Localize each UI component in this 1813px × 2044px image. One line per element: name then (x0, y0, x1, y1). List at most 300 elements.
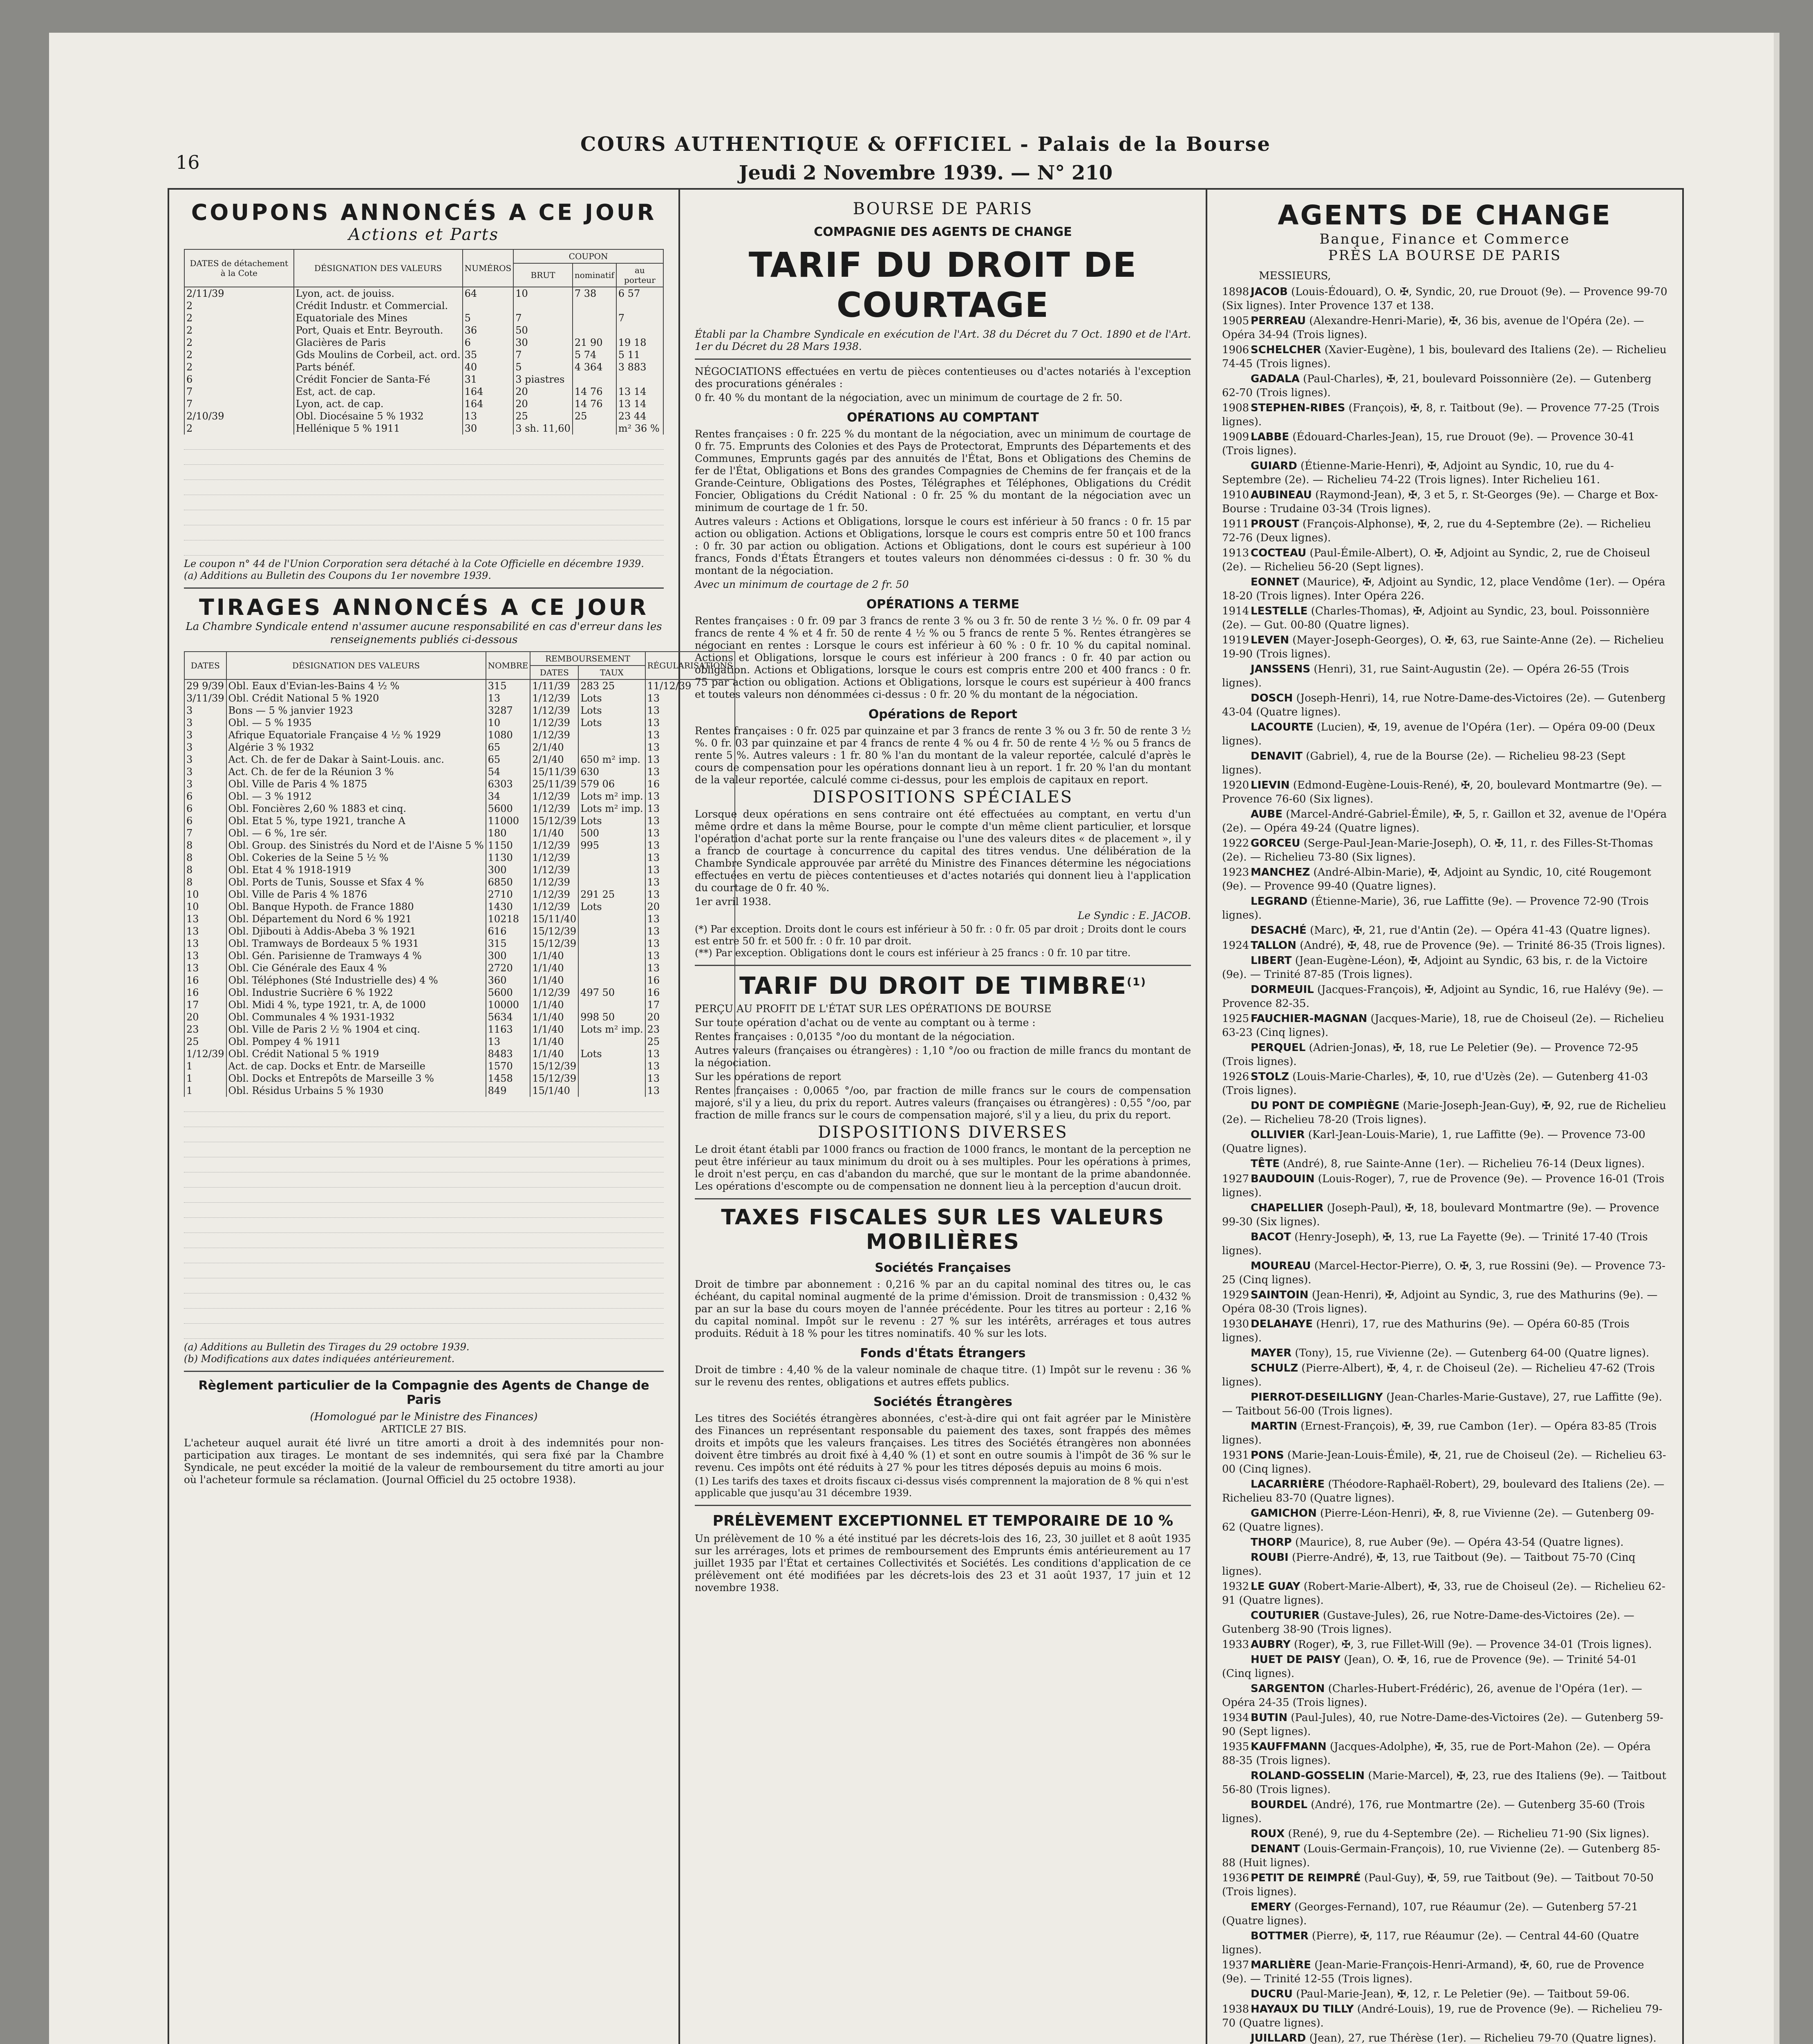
cell-g: 13 (645, 741, 735, 753)
page-number: 16 (176, 151, 200, 173)
agent-details: (Jean-Charles-Marie-Gustave), 27, rue Laffitte (9e). — Taitbout 56-00 (Trois lignes). (1222, 1391, 1662, 1417)
table-row (184, 974, 735, 986)
agent-year: 1938 (1222, 2003, 1249, 2015)
list-item (1222, 1390, 1668, 1418)
cell-d: 16 (184, 974, 226, 986)
agent-details: (Lucien), ✠, 19, avenue de l'Opéra (1er). — Opéra 09-00 (Deux lignes). (1222, 721, 1655, 747)
autres-valeurs-text: Autres valeurs : Actions et Obligations, lorsque le cours est inférieur à 50 francs : 0 fr. 15 par action ou obligation. Actions et Obligations, lorsque le cours est compris entre 50 et 100 francs : 0 fr. 30 par action ou obligation. Actions et Obligations, dont le cours est supérieur à 100 francs, Fonds d'États Étrangers et toutes valeurs non dénommées ci-dessus : 0 fr. 30 % du montant de la négociation. (695, 515, 1191, 576)
agents-title: AGENTS DE CHANGE (1278, 199, 1612, 231)
cell-n: 54 (486, 766, 530, 778)
agent-details: (Jean-Henri), ✠, Adjoint au Syndic, 3, rue des Mathurins (9e). — Opéra 08-30 (Trois lignes). (1222, 1289, 1658, 1315)
agent-details: (Mayer-Joseph-Georges), O. ✠, 63, rue Sainte-Anne (2e). — Richelieu 19-90 (Trois lignes). (1222, 634, 1664, 660)
agent-year: 1905 (1222, 315, 1249, 327)
cell-nom (573, 300, 616, 312)
list-item (1222, 1711, 1668, 1739)
cell-name: Crédit Foncier de Santa-Fé (294, 373, 463, 385)
table-row (184, 962, 735, 974)
coupons-subtitle: Actions et Parts (348, 225, 499, 244)
cell-nom: 14 76 (573, 385, 616, 398)
agent-details: (Pierre-André), ✠, 13, rue Taitbout (9e). — Taitbout 75-70 (Cinq lignes). (1222, 1551, 1636, 1578)
cell-d: 3 (184, 729, 226, 741)
agent-details: (Marie-Joseph-Jean-Guy), ✠, 92, rue de Richelieu (2e). — Richelieu 78-20 (Trois lignes). (1222, 1100, 1666, 1126)
agent-year: 1908 (1222, 402, 1249, 414)
cell-port: 13 14 (616, 385, 663, 398)
cell-nom (573, 422, 616, 435)
agent-details: (Pierre), ✠, 117, rue Réaumur (2e). — Central 44-60 (Quatre lignes). (1222, 1930, 1639, 1956)
timbre-title-text: TARIF DU DROIT DE TIMBRE (739, 972, 1127, 1000)
cell-num: 31 (463, 373, 514, 385)
agent-details: (Karl-Jean-Louis-Marie), 1, rue Laffitte (9e). — Provence 73-00 (Quatre lignes). (1222, 1129, 1645, 1155)
agent-details: (Louis-Marie-Charles), ✠, 10, rue d'Uzès (2e). — Gutenberg 41-03 (Trois lignes). (1222, 1071, 1648, 1097)
cell-g: 13 (645, 790, 735, 802)
cell-g: 13 (645, 839, 735, 852)
cell-d: 13 (184, 925, 226, 937)
agent-details: (Pierre-Léon-Henri), ✠, 8, rue Vivienne (2e). — Gutenberg 09-62 (Quatre lignes). (1222, 1507, 1654, 1533)
cell-v: Obl. Etat 5 %, type 1921, tranche A (226, 815, 486, 827)
cell-n: 8483 (486, 1048, 530, 1060)
cell-t (578, 999, 645, 1011)
cell-r: 2/1/40 (530, 741, 578, 753)
table-row (184, 324, 663, 336)
cell-v: Obl. Group. des Sinistrés du Nord et de l'Aisne 5 % (226, 839, 486, 852)
cell-t: 291 25 (578, 888, 645, 901)
courtage-etabli: Établi par la Chambre Syndicale en exécution de l'Art. 38 du Décret du 7 Oct. 1890 et de l'Art. 1er du Décret du 28 Mars 1938. (695, 328, 1191, 352)
column-tarifs (680, 190, 1207, 2044)
list-item (1222, 1419, 1668, 1447)
cell-n: 1163 (486, 1023, 530, 1035)
agent-year: 1910 (1222, 489, 1249, 501)
col-header-porteur: au porteur (616, 263, 663, 287)
cell-d: 1/12/39 (184, 1048, 226, 1060)
cell-g: 13 (645, 717, 735, 729)
cell-date: 2 (184, 349, 294, 361)
table-row (184, 410, 663, 422)
table-row (184, 766, 735, 778)
list-item (1222, 1842, 1668, 1870)
list-item (1222, 343, 1668, 371)
agent-details: (Xavier-Eugène), 1 bis, boulevard des Italiens (2e). — Richelieu 74-45 (Trois lignes). (1222, 344, 1667, 370)
cell-d: 3/11/39 (184, 692, 226, 704)
cell-name: Port, Quais et Entr. Beyrouth. (294, 324, 463, 336)
cell-d: 10 (184, 901, 226, 913)
cell-d: 6 (184, 802, 226, 815)
issue-date: Jeudi 2 Novembre 1939. — N° 210 (739, 161, 1113, 184)
agent-details: (Paul-Charles), ✠, 21, boulevard Poissonnière (2e). — Gutenberg 62-70 (Trois lignes). (1222, 373, 1652, 399)
cell-t: 995 (578, 839, 645, 852)
agents-list (1222, 285, 1668, 2044)
terme-title: OPÉRATIONS A TERME (866, 597, 1020, 612)
agent-name: MANCHEZ (1251, 866, 1310, 879)
cell-name: Lyon, act. de cap. (294, 398, 463, 410)
list-item (1222, 1201, 1668, 1229)
timbre-title (695, 972, 1191, 1000)
agent-name: BAUDOUIN (1251, 1173, 1315, 1185)
agent-details: (André), 8, rue Sainte-Anne (1er). — Richelieu 76-14 (Deux lignes). (1283, 1158, 1645, 1170)
cell-r: 1/12/39 (530, 901, 578, 913)
agent-details: (Paul-Émile-Albert), O. ✠, Adjoint au Syndic, 2, rue de Choiseul (2e). — Richelieu 56-20 (Sept lignes). (1222, 547, 1650, 573)
cell-g: 13 (645, 864, 735, 876)
cell-d: 13 (184, 962, 226, 974)
cell-g: 16 (645, 986, 735, 999)
table-row (184, 729, 735, 741)
agent-name: ROUX (1251, 1828, 1285, 1840)
cell-g: 23 (645, 1023, 735, 1035)
cell-g: 13 (645, 876, 735, 888)
agent-details: (Marcel-Hector-Pierre), O. ✠, 3, rue Rossini (9e). — Provence 73-25 (Cinq lignes). (1222, 1260, 1665, 1286)
agent-name: STEPHEN-RIBES (1251, 402, 1345, 414)
terme-text: Rentes françaises : 0 fr. 09 par 3 francs de rente 3 % ou 3 fr. 50 de rente 3 ½ %. 0 fr. 09 par 4 francs de rente 4 % et 4 fr. 50 de rente 4 ½ % ou 5 francs de rente 5 %. Rentes étrangères se négociant en rentes : Lorsque le cours est inférieur à 60 % : 0 fr. 10 % du capital nominal. Actions et Obligations, lorsque le cours est inférieur à 200 francs : 0 fr. 40 par action ou obligation. Actions et Obligations, lorsque le cours est compris entre 200 et 400 francs : 0 fr. 75 par action ou obligation. Actions et Obligations, lorsque le cours est supérieur à 400 francs et toutes valeurs non dénommées ci-dessus : 0 fr. 20 % du montant de la négociation. (695, 615, 1191, 700)
cell-d: 3 (184, 704, 226, 717)
cell-r: 15/12/39 (530, 925, 578, 937)
agent-details: (Jean), O. ✠, 16, rue de Provence (9e). — Trinité 54-01 (Cinq lignes). (1222, 1654, 1638, 1680)
list-item (1222, 691, 1668, 719)
agent-details: (Alexandre-Henri-Marie), ✠, 36 bis, avenue de l'Opéra (2e). — Opéra 34-94 (Trois lignes). (1222, 315, 1644, 341)
cell-g: 13 (645, 925, 735, 937)
agent-name: PERREAU (1251, 315, 1306, 327)
agent-name: COUTURIER (1251, 1609, 1320, 1622)
cell-r: 25/11/39 (530, 778, 578, 790)
cell-t: 630 (578, 766, 645, 778)
agent-name: AUBE (1251, 808, 1283, 820)
cell-d: 8 (184, 864, 226, 876)
table-row (184, 790, 735, 802)
col-header-brut: BRUT (513, 263, 573, 287)
cell-r: 15/1/40 (530, 1085, 578, 1097)
coupons-title: COUPONS ANNONCÉS A CE JOUR (191, 199, 657, 225)
agent-name: PERQUEL (1251, 1042, 1306, 1054)
cell-g: 11/12/39 (645, 679, 735, 692)
agent-details: (Marc), ✠, 21, rue d'Antin (2e). — Opéra 41-43 (Quatre lignes). (1310, 924, 1650, 937)
agent-name: LEVEN (1251, 634, 1289, 646)
cell-v: Act. Ch. de fer de la Réunion 3 % (226, 766, 486, 778)
prelevement-text: Un prélèvement de 10 % a été institué par les décrets-lois des 16, 23, 30 juillet et 8 août 1935 sur les arrérages, lots et primes de remboursement des Emprunts émis antérieurement au 17 juillet 1935 par l'État et certaines Collectivités et Sociétés. Les conditions d'application de ce prélèvement ont été modifiées par les décrets-lois des 23 et 31 août 1937, 17 juin et 12 novembre 1938. (695, 1533, 1191, 1594)
agent-year: 1934 (1222, 1712, 1249, 1724)
cell-d: 7 (184, 827, 226, 839)
agent-name: LIBERT (1251, 955, 1292, 967)
list-item (1222, 372, 1668, 400)
cell-d: 25 (184, 1035, 226, 1048)
col-header-designation: DÉSIGNATION DES VALEURS (294, 249, 463, 287)
cell-v: Obl. Etat 4 % 1918-1919 (226, 864, 486, 876)
cell-g: 13 (645, 815, 735, 827)
societes-francaises-title: Sociétés Françaises (875, 1261, 1011, 1275)
agent-name: OLLIVIER (1251, 1129, 1305, 1141)
reglement-text: L'acheteur auquel aurait été livré un titre amorti a droit à des indemnités pour non-participation aux tirages. Le montant de ses indemnités, qui sera fixé par la Chambre Syndicale, ne peut excéder la moitié de la valeur de remboursement du titre amorti au jour où l'acheteur formule sa réclamation. (Journal Officiel du 25 octobre 1938). (184, 1437, 664, 1486)
cell-t (578, 1035, 645, 1048)
cell-brut: 50 (513, 324, 573, 336)
cell-n: 11000 (486, 815, 530, 827)
agent-year: 1936 (1222, 1872, 1249, 1884)
cell-d: 17 (184, 999, 226, 1011)
agent-details: (Paul-Guy), ✠, 59, rue Taitbout (9e). — Taitbout 70-50 (Trois lignes). (1222, 1872, 1654, 1898)
cell-t (578, 950, 645, 962)
cell-t (578, 1060, 645, 1072)
cell-g: 16 (645, 778, 735, 790)
reglement-title: Règlement particulier de la Compagnie des Agents de Change de Paris (198, 1378, 649, 1407)
cell-num: 36 (463, 324, 514, 336)
list-item (1222, 1535, 1668, 1549)
agent-details: (Louis-Roger), 7, rue de Provence (9e). — Provence 16-01 (Trois lignes). (1222, 1173, 1665, 1199)
list-item (1222, 1798, 1668, 1826)
newspaper-sheet (49, 33, 1779, 2044)
cell-g: 13 (645, 802, 735, 815)
cell-v: Obl. Pompey 4 % 1911 (226, 1035, 486, 1048)
col-header-designation: DÉSIGNATION DES VALEURS (226, 652, 486, 679)
list-item (1222, 894, 1668, 922)
cell-date: 2 (184, 312, 294, 324)
list-item (1222, 1361, 1668, 1389)
cell-t (578, 962, 645, 974)
cell-d: 20 (184, 1011, 226, 1023)
list-item (1222, 2031, 1668, 2044)
taxes-title: TAXES FISCALES SUR LES VALEURS MOBILIÈRES (721, 1205, 1165, 1254)
cell-g: 13 (645, 753, 735, 766)
agent-name: BUTIN (1251, 1712, 1288, 1724)
cell-date: 2/10/39 (184, 410, 294, 422)
agent-details: (Roger), ✠, 3, rue Fillet-Will (9e). — Provence 34-01 (Trois lignes). (1294, 1638, 1652, 1651)
cell-n: 6303 (486, 778, 530, 790)
table-row (184, 385, 663, 398)
agent-name: ROUBI (1251, 1551, 1289, 1564)
table-row (184, 1072, 735, 1085)
cell-date: 7 (184, 385, 294, 398)
table-row (184, 778, 735, 790)
cell-brut: 3 piastres (513, 373, 573, 385)
tirages-subtitle: La Chambre Syndicale entend n'assumer aucune responsabilité en cas d'erreur dans les renseignements publiés ci-dessous (186, 621, 662, 646)
coupons-note-1: Le coupon n° 44 de l'Union Corporation sera détaché à la Cote Officielle en décembre 1939. (184, 558, 644, 569)
list-item (1222, 546, 1668, 574)
cell-n: 1150 (486, 839, 530, 852)
cell-v: Obl. Eaux d'Evian-les-Bains 4 ½ % (226, 679, 486, 692)
agent-name: LE GUAY (1251, 1580, 1300, 1593)
agent-details: (Pierre-Albert), ✠, 4, r. de Choiseul (2e). — Richelieu 47-62 (Trois lignes). (1222, 1362, 1655, 1388)
cell-n: 10000 (486, 999, 530, 1011)
cell-num: 5 (463, 312, 514, 324)
table-row (184, 692, 735, 704)
tirages-title: TIRAGES ANNONCÉS A CE JOUR (199, 594, 649, 620)
agent-name: DESACHÉ (1251, 924, 1307, 937)
table-row (184, 287, 663, 300)
cell-g: 13 (645, 1072, 735, 1085)
list-item (1222, 1551, 1668, 1578)
agent-name: LACARRIÈRE (1251, 1478, 1325, 1490)
cell-brut: 10 (513, 287, 573, 300)
cell-r: 1/1/40 (530, 1035, 578, 1048)
cell-d: 29 9/39 (184, 679, 226, 692)
agent-name: SCHELCHER (1251, 344, 1321, 356)
cell-r: 1/12/39 (530, 864, 578, 876)
comptant-title: OPÉRATIONS AU COMPTANT (847, 410, 1039, 425)
agent-name: EMERY (1251, 1901, 1291, 1913)
cell-brut: 3 sh. 11,60 (513, 422, 573, 435)
agent-name: DORMEUIL (1251, 984, 1314, 996)
agent-year: 1933 (1222, 1638, 1249, 1651)
coupons-note-2: (a) Additions au Bulletin des Coupons du 1er novembre 1939. (184, 570, 491, 581)
agent-details: (Marie-Jean-Louis-Émile), ✠, 21, rue de Choiseul (2e). — Richelieu 63-00 (Cinq lignes). (1222, 1449, 1666, 1475)
list-item (1222, 1929, 1668, 1957)
cell-t (578, 925, 645, 937)
list-item (1222, 1172, 1668, 1200)
cell-brut: 7 (513, 349, 573, 361)
courtage-footnote-1: (*) Par exception. Droits dont le cours est inférieur à 50 fr. : 0 fr. 05 par droit ; Droits dont le cours est entre 50 fr. et 500 fr. : 0 fr. 10 par droit. (695, 923, 1186, 947)
list-item (1222, 517, 1668, 545)
cell-date: 6 (184, 373, 294, 385)
cell-r: 2/1/40 (530, 753, 578, 766)
cell-r: 1/12/39 (530, 717, 578, 729)
table-row (184, 802, 735, 815)
dispositions-date: 1er avril 1938. (695, 896, 772, 908)
cell-v: Afrique Equatoriale Française 4 ½ % 1929 (226, 729, 486, 741)
cell-d: 3 (184, 753, 226, 766)
agent-year: 1931 (1222, 1449, 1249, 1461)
societes-francaises-text: Droit de timbre par abonnement : 0,216 % par an du capital nominal des titres ou, le cas échéant, du capital nominal augmenté de la prime d'émission. Droit de transmission : 0,432 % par an sur la base du cours moyen de l'année précédente. Pour les titres au porteur : 2,16 % du capital nominal. Impôt sur le revenu : 27 % sur les intérêts, arrérages et tous autres produits. Réduit à 18 % pour les titres nominatifs. 40 % sur les lots. (695, 1278, 1191, 1339)
list-item (1222, 1769, 1668, 1797)
list-item (1222, 1070, 1668, 1098)
cell-name: Lyon, act. de jouiss. (294, 287, 463, 300)
list-item (1222, 865, 1668, 893)
agent-year: 1911 (1222, 518, 1249, 530)
table-row (184, 839, 735, 852)
agent-year: 1926 (1222, 1071, 1249, 1083)
agent-details: (André), 176, rue Montmartre (2e). — Gutenberg 35-60 (Trois lignes). (1222, 1799, 1645, 1825)
cell-t: Lots (578, 717, 645, 729)
agent-details: (Charles-Hubert-Frédéric), 26, avenue de l'Opéra (1er). — Opéra 24-35 (Trois lignes). (1222, 1683, 1642, 1709)
agent-name: JUILLARD (1251, 2032, 1306, 2044)
agent-year: 1914 (1222, 605, 1249, 617)
col-header-nombre: NOMBRE (486, 652, 530, 679)
cell-n: 180 (486, 827, 530, 839)
list-item (1222, 983, 1668, 1011)
cell-name: Crédit Industr. et Commercial. (294, 300, 463, 312)
agent-details: (André-Louis), 19, rue de Provence (9e). — Richelieu 79-70 (Quatre lignes). (1222, 2003, 1663, 2029)
cell-v: Obl. Téléphones (Sté Industrielle des) 4 % (226, 974, 486, 986)
tirages-note-1: (a) Additions au Bulletin des Tirages du 29 octobre 1939. (184, 1341, 470, 1353)
cell-t: 283 25 (578, 679, 645, 692)
cell-n: 34 (486, 790, 530, 802)
coupons-rows (184, 287, 663, 435)
cell-r: 1/12/39 (530, 839, 578, 852)
agent-name: DENANT (1251, 1843, 1300, 1855)
report-text: Rentes françaises : 0 fr. 025 par quinzaine et par 3 francs de rente 3 % ou 3 fr. 50 de rente 3 ½ %. 0 fr. 03 par quinzaine et par 4 francs de rente 4 % ou 4 fr. 50 de rente 4 ½ % ou 5 francs de rente 5 %. Autres valeurs : 1 fr. 80 % l'an du montant de la valeur reportée, calculé d'après le cours de compensation pour les opérations donnant lieu à un report. 1 fr. 20 % l'an du montant de la valeur reportée, calculé comme ci-dessus, pour les emplois de capitaux en report. (695, 725, 1191, 786)
agent-name: SCHULZ (1251, 1362, 1298, 1374)
agent-name: LESTELLE (1251, 605, 1308, 617)
list-item (1222, 633, 1668, 661)
table-row (184, 1035, 735, 1048)
cell-d: 1 (184, 1072, 226, 1085)
cell-r: 1/1/40 (530, 1011, 578, 1023)
cell-g: 13 (645, 1048, 735, 1060)
cell-v: Obl. Crédit National 5 % 1920 (226, 692, 486, 704)
cell-v: Obl. Résidus Urbains 5 % 1930 (226, 1085, 486, 1097)
cell-n: 1570 (486, 1060, 530, 1072)
timbre-report-heading: Sur les opérations de report (695, 1071, 841, 1083)
agents-subtitle-1: Banque, Finance et Commerce (1319, 231, 1570, 247)
list-item (1222, 488, 1668, 516)
cell-r: 1/12/39 (530, 876, 578, 888)
column-agents (1207, 190, 1682, 2044)
table-row (184, 1048, 735, 1060)
cell-port: 7 (616, 312, 663, 324)
cell-num: 164 (463, 398, 514, 410)
agent-details: (Tony), 15, rue Vivienne (2e). — Gutenberg 64-00 (Quatre lignes). (1295, 1347, 1650, 1359)
cell-v: Obl. Foncières 2,60 % 1883 et cinq. (226, 802, 486, 815)
cell-t: Lots (578, 901, 645, 913)
agent-details: (René), 9, rue du 4-Septembre (2e). — Richelieu 71-90 (Six lignes). (1288, 1828, 1650, 1840)
agent-name: DOSCH (1251, 692, 1293, 704)
cell-n: 300 (486, 950, 530, 962)
timbre-report-text: Rentes françaises : 0,0065 °/oo, par fraction de mille francs sur le cours de compensation majoré, s'il y a lieu, du prix du report. Autres valeurs (françaises ou étrangères) : 0,55 °/oo, par fraction de mille francs sur le cours de compensation majoré, s'il y a lieu, du prix du report. (695, 1085, 1191, 1121)
list-item (1222, 1012, 1668, 1040)
list-item (1222, 1682, 1668, 1710)
cell-v: Obl. Ville de Paris 4 % 1876 (226, 888, 486, 901)
agent-name: PETIT DE REIMPRÉ (1251, 1872, 1361, 1884)
agent-name: MAYER (1251, 1347, 1292, 1359)
cell-name: Obl. Diocésaine 5 % 1932 (294, 410, 463, 422)
cell-port: m² 36 % (616, 422, 663, 435)
agent-name: GUIARD (1251, 460, 1297, 472)
cell-port (616, 324, 663, 336)
cell-date: 2 (184, 361, 294, 373)
cell-v: Obl. Ports de Tunis, Sousse et Sfax 4 % (226, 876, 486, 888)
cell-g: 13 (645, 827, 735, 839)
cell-d: 13 (184, 913, 226, 925)
agent-name: HAYAUX DU TILLY (1251, 2003, 1354, 2015)
cell-v: Obl. Ville de Paris 2 ½ % 1904 et cinq. (226, 1023, 486, 1035)
list-item (1222, 720, 1668, 748)
agent-details: (Paul-Jules), 40, rue Notre-Dame-des-Victoires (2e). — Gutenberg 59-90 (Sept lignes). (1222, 1712, 1663, 1738)
agent-details: (Joseph-Henri), 14, rue Notre-Dame-des-Victoires (2e). — Gutenberg 43-04 (Quatre lignes). (1222, 692, 1666, 718)
table-row (184, 704, 735, 717)
messieurs: MESSIEURS, (1259, 270, 1331, 282)
cell-name: Gds Moulins de Corbeil, act. ord. (294, 349, 463, 361)
cell-r: 1/12/39 (530, 852, 578, 864)
cell-d: 1 (184, 1085, 226, 1097)
cell-r: 15/12/39 (530, 1060, 578, 1072)
agent-details: (Jacques-François), ✠, Adjoint au Syndic, 16, rue Halévy (9e). — Provence 82-35. (1222, 984, 1663, 1010)
list-item (1222, 1346, 1668, 1360)
cell-t: 998 50 (578, 1011, 645, 1023)
cell-v: Act. de cap. Docks et Entr. de Marseille (226, 1060, 486, 1072)
cell-port: 6 57 (616, 287, 663, 300)
cell-v: Obl. Cie Générale des Eaux 4 % (226, 962, 486, 974)
list-item (1222, 1230, 1668, 1258)
cell-num: 30 (463, 422, 514, 435)
cell-num: 64 (463, 287, 514, 300)
agent-name: STOLZ (1251, 1071, 1289, 1083)
cell-t: Lots m² imp. (578, 802, 645, 815)
agent-details: (Adrien-Jonas), ✠, 18, rue Le Peletier (9e). — Provence 72-95 (Trois lignes). (1222, 1042, 1638, 1068)
cell-n: 315 (486, 679, 530, 692)
cell-v: Obl. Midi 4 %, type 1921, tr. A, de 1000 (226, 999, 486, 1011)
table-row (184, 913, 735, 925)
cell-v: Obl. Docks et Entrepôts de Marseille 3 % (226, 1072, 486, 1085)
list-item (1222, 1477, 1668, 1505)
cell-r: 15/12/39 (530, 937, 578, 950)
cell-num: 164 (463, 385, 514, 398)
cell-v: Obl. Tramways de Bordeaux 5 % 1931 (226, 937, 486, 950)
cell-t (578, 937, 645, 950)
cell-v: Obl. Banque Hypoth. de France 1880 (226, 901, 486, 913)
minimum-note: Avec un minimum de courtage de 2 fr. 50 (695, 578, 909, 590)
coupons-table (184, 249, 664, 435)
cell-n: 849 (486, 1085, 530, 1097)
agent-details: (François-Alphonse), ✠, 2, rue du 4-Septembre (2e). — Richelieu 72-76 (Deux lignes). (1222, 518, 1651, 544)
cell-t: Lots (578, 815, 645, 827)
list-item (1222, 285, 1668, 313)
cell-r: 1/1/40 (530, 974, 578, 986)
table-row (184, 827, 735, 839)
cell-g: 25 (645, 1035, 735, 1048)
